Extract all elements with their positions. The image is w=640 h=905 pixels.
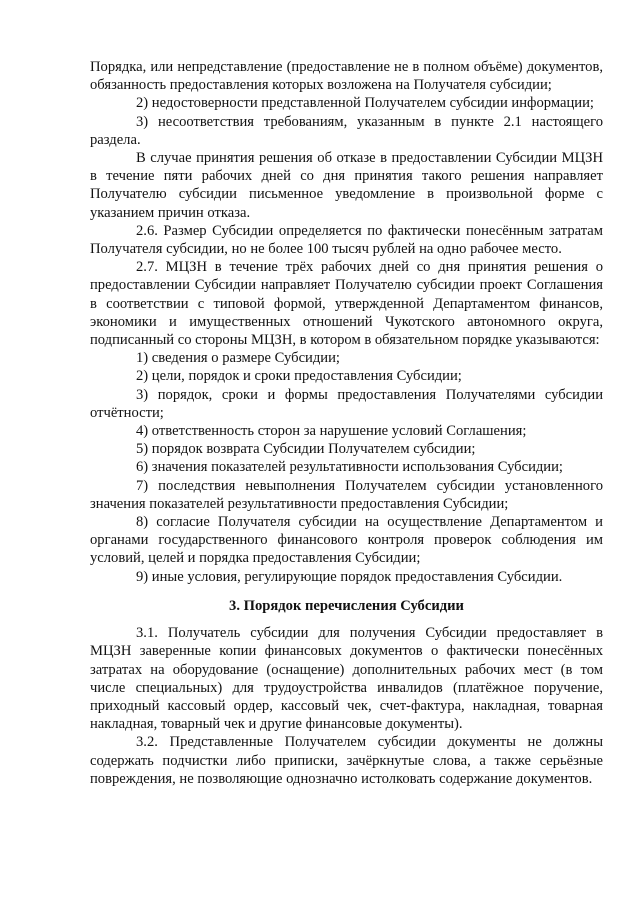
paragraph-item-3: 3) несоответствия требованиям, указанным в пункте 2.1 настоящего раздела.	[90, 113, 603, 148]
agreement-item: 1) сведения о размере Субсидии;	[136, 350, 340, 367]
paragraph-refusal: В случае принятия решения об отказе в предоставлении Субсидии МЦЗН в течение пяти рабочих дней со дня принятия такого решения направляет Получателю субсидии письменное уведомление в произвольной форме с указанием причин отказа.	[90, 150, 603, 221]
agreement-item: 2) цели, порядок и сроки предоставления Субсидии;	[136, 368, 462, 385]
paragraph-2-7: 2.7. МЦЗН в течение трёх рабочих дней со дня принятия решения о предоставлении Субсидии направляет Получателю субсидии проект Соглашения в соответствии с типовой формой, утвержденной Департаментом финансов, экономики и имущественных отношений Чукотского автономного округа, подписанный со стороны МЦЗН, в котором в обязательном порядке указываются:	[90, 259, 603, 349]
agreement-item: 9) иные условия, регулирующие порядок предоставления Субсидии.	[136, 568, 563, 585]
paragraph-3-1: 3.1. Получатель субсидии для получения Субсидии предоставляет в МЦЗН заверенные копии финансовых документов о фактически понесённых затратах на оборудование (оснащение) дополнительных рабочих мест (в том числе специальных) для трудоустройства инвалидов (платёжное поручение, приходный кассовый ордер, кассовый чек, счет-фактура, накладная, товарная накладная, товарный чек и другие финансовые документы).	[90, 625, 603, 733]
paragraph-item-2: 2) недостоверности представленной Получателем субсидии информации;	[136, 95, 594, 112]
agreement-item: 7) последствия невыполнения Получателем субсидии установленного значения показателей результативности предоставления Субсидии;	[90, 477, 603, 512]
agreement-item: 4) ответственность сторон за нарушение условий Соглашения;	[136, 423, 527, 440]
agreement-item: 8) согласие Получателя субсидии на осуществление Департаментом и органами государственного финансового контроля проверок соблюдения им условий, целей и порядка предоставления Субсидии;	[90, 514, 603, 567]
agreement-item: 6) значения показателей результативности использования Субсидии;	[136, 459, 563, 476]
agreement-item: 3) порядок, сроки и формы предоставления Получателями субсидии отчётности;	[90, 386, 603, 421]
paragraph-2-6: 2.6. Размер Субсидии определяется по фактически понесённым затратам Получателя субсидии, но не более 100 тысяч рублей на одно рабочее место.	[90, 222, 603, 258]
document-page	[90, 58, 603, 788]
paragraph-continuation: Порядка, или непредставление (предоставление не в полном объёме) документов, обязанность предоставления которых возложена на Получателя субсидии;	[90, 59, 603, 94]
section-heading: 3. Порядок перечисления Субсидии	[229, 597, 464, 614]
paragraph-3-2: 3.2. Представленные Получателем субсидии документы не должны содержать подчистки либо приписки, зачёркнутые слова, а также серьёзные повреждения, не позволяющие однозначно истолковать содержание документов.	[90, 734, 603, 787]
agreement-item: 5) порядок возврата Субсидии Получателем субсидии;	[136, 441, 476, 458]
